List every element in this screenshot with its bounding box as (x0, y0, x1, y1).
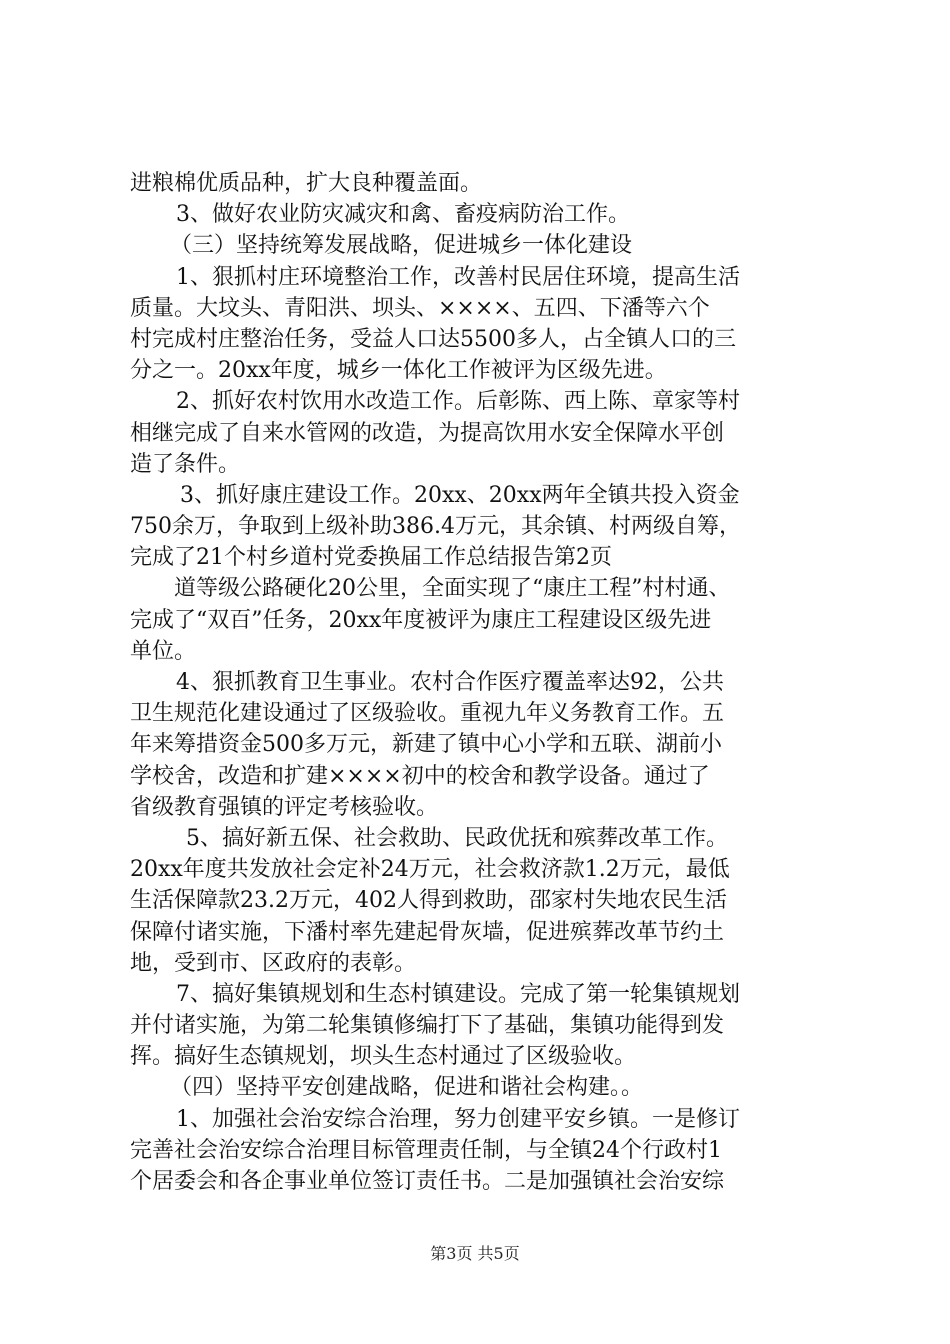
document-body (130, 168, 838, 1197)
text-line: 进粮棉优质品种，扩大良种覆盖面。 (130, 171, 483, 196)
text-line: 4、狠抓教育卫生事业。农村合作医疗覆盖率达92，公共 (176, 670, 724, 695)
text-line: 地，受到市、区政府的表彰。 (130, 950, 417, 976)
text-line: 完善社会治安综合治理目标管理责任制，与全镇24个行政村1 (130, 1137, 722, 1163)
text-line: 道等级公路硬化20公里，全面实现了“康庄工程”村村通、 (174, 576, 731, 602)
text-line: 卫生规范化建设通过了区级验收。重视九年义务教育工作。五 (130, 701, 725, 727)
text-line: 挥。搞好生态镇规划，坝头生态村通过了区级验收。 (130, 1044, 637, 1070)
text-line: 单位。 (130, 638, 197, 664)
text-line: 完成了21个村乡道村党委换届工作总结报告第2页 (130, 545, 612, 571)
text-line: 并付诸实施，为第二轮集镇修编打下了基础，集镇功能得到发 (130, 1013, 725, 1039)
text-line: 2、抓好农村饮用水改造工作。后彰陈、西上陈、章家等村 (176, 389, 740, 415)
text-line: 3、做好农业防灾减灾和禽、畜疫病防治工作。 (176, 202, 630, 228)
text-line: 质量。大坟头、青阳洪、坝头、××××、五四、下潘等六个 (130, 295, 710, 321)
page-footer: 第3页 共5页 (430, 1244, 520, 1263)
text-line: 相继完成了自来水管网的改造，为提高饮用水安全保障水平创 (130, 420, 725, 446)
text-line: 村完成村庄整治任务，受益人口达5500多人，占全镇人口的三 (130, 326, 736, 352)
text-line: （四）坚持平安创建战略，促进和谐社会构建。。 (170, 1075, 644, 1101)
text-line: 20xx年度共发放社会定补24万元，社会救济款1.2万元，最低 (130, 857, 730, 883)
text-line: 完成了“双百”任务，20xx年度被评为康庄工程建设区级先进 (130, 607, 712, 633)
text-line: 750余万，争取到上级补助386.4万元，其余镇、村两级自筹， (130, 514, 741, 540)
text-line: 1、狠抓村庄环境整治工作，改善村民居住环境，提高生活 (176, 264, 740, 290)
text-line: 7、搞好集镇规划和生态村镇建设。完成了第一轮集镇规划 (176, 981, 740, 1007)
text-line: 造了条件。 (130, 451, 241, 477)
text-line: 3、抓好康庄建设工作。20xx、20xx两年全镇共投入资金 (180, 482, 740, 508)
text-line: 个居委会和各企事业单位签订责任书。二是加强镇社会治安综 (130, 1169, 725, 1194)
text-line: 生活保障款23.2万元，402人得到救助，邵家村失地农民生活 (130, 888, 727, 914)
text-line: 5、搞好新五保、社会救助、民政优抚和殡葬改革工作。 (186, 825, 728, 851)
text-line: 年来筹措资金500多万元，新建了镇中心小学和五联、湖前小 (130, 732, 722, 758)
text-line: 分之一。20xx年度，城乡一体化工作被评为区级先进。 (130, 358, 667, 384)
text-line: 1、加强社会治安综合治理，努力创建平安乡镇。一是修订 (176, 1106, 740, 1132)
text-line: 学校舍，改造和扩建××××初中的校舍和教学设备。通过了 (130, 763, 710, 789)
text-line: 保障付诸实施，下潘村率先建起骨灰墙，促进殡葬改革节约土 (130, 919, 725, 945)
text-line: （三）坚持统筹发展战略，促进城乡一体化建设 (170, 233, 633, 259)
text-line: 省级教育强镇的评定考核验收。 (130, 794, 439, 820)
